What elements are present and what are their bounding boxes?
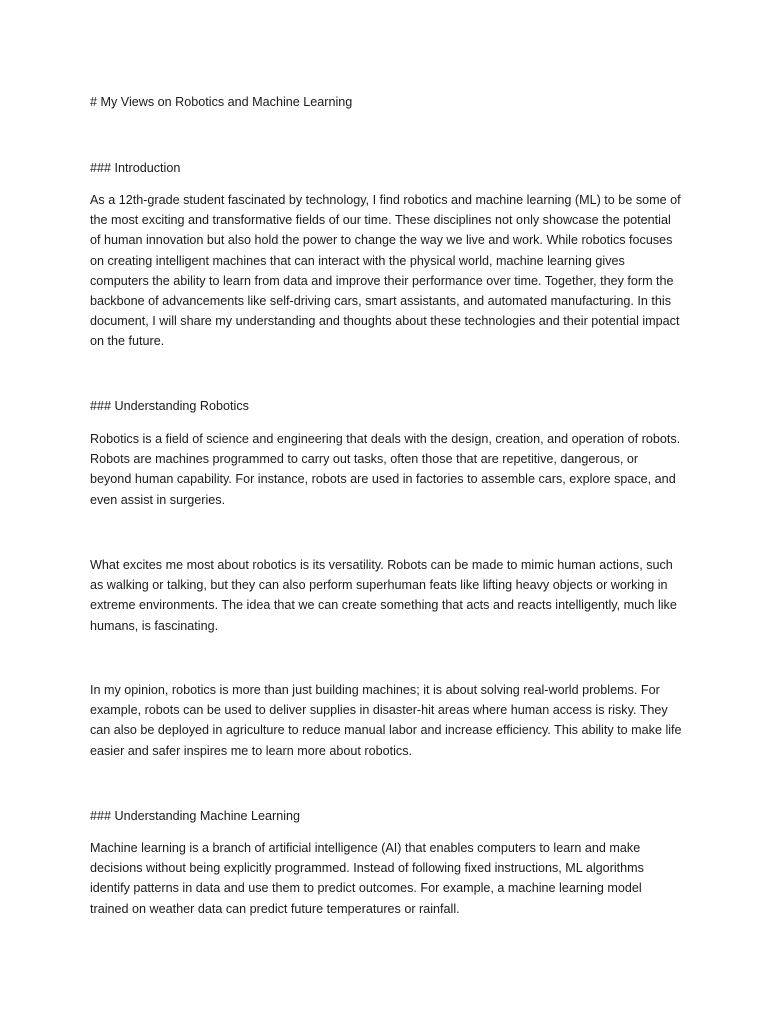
paragraph-robotics-1: Robotics is a field of science and engineering that deals with the design, creation, and operation of robots. Robots are machines programmed to carry out tasks, often those that are repetitive, dangerous, or beyond human capability. For instance, robots are used in factories to assemble cars, explore space, and even assist in surgeries.: [90, 432, 681, 507]
paragraph-machine-learning: Machine learning is a branch of artificial intelligence (AI) that enables computers to learn and make decisions without being explicitly programmed. Instead of following fixed instructions, ML algorithms identify patterns in data and use them to predict outcomes. For example, a machine learning model trained on weather data can predict future temperatures or rainfall.: [90, 841, 644, 916]
section-heading-machine-learning: ### Understanding Machine Learning: [90, 809, 301, 823]
paragraph-robotics-3: In my opinion, robotics is more than just building machines; it is about solving real-world problems. For example, robots can be used to deliver supplies in disaster-hit areas where human access is risky. They can also be deployed in agriculture to reduce manual labor and increase efficiency. This ability to make life easier and safer inspires me to learn more about robotics.: [90, 683, 682, 758]
paragraph-introduction: As a 12th-grade student fascinated by technology, I find robotics and machine learning (ML) to be some of the most exciting and transformative fields of our time. These disciplines not only showcase the potential of human innovation but also hold the power to change the way we live and work. While robotics focuses on creating intelligent machines that can interact with the physical world, machine learning gives computers the ability to learn from data and improve their performance over time. Together, they form the backbone of advancements like self-driving cars, smart assistants, and automated manufacturing. In this document, I will share my understanding and thoughts about these technologies and their potential impact on the future.: [90, 193, 681, 349]
document-title: # My Views on Robotics and Machine Learning: [90, 95, 353, 109]
paragraph-robotics-2: What excites me most about robotics is its versatility. Robots can be made to mimic human actions, such as walking or talking, but they can also perform superhuman feats like lifting heavy objects or working in extreme environments. The idea that we can create something that acts and reacts intelligently, much like humans, is fascinating.: [90, 558, 677, 633]
section-heading-robotics: ### Understanding Robotics: [90, 399, 249, 413]
section-heading-introduction: ### Introduction: [90, 161, 181, 175]
